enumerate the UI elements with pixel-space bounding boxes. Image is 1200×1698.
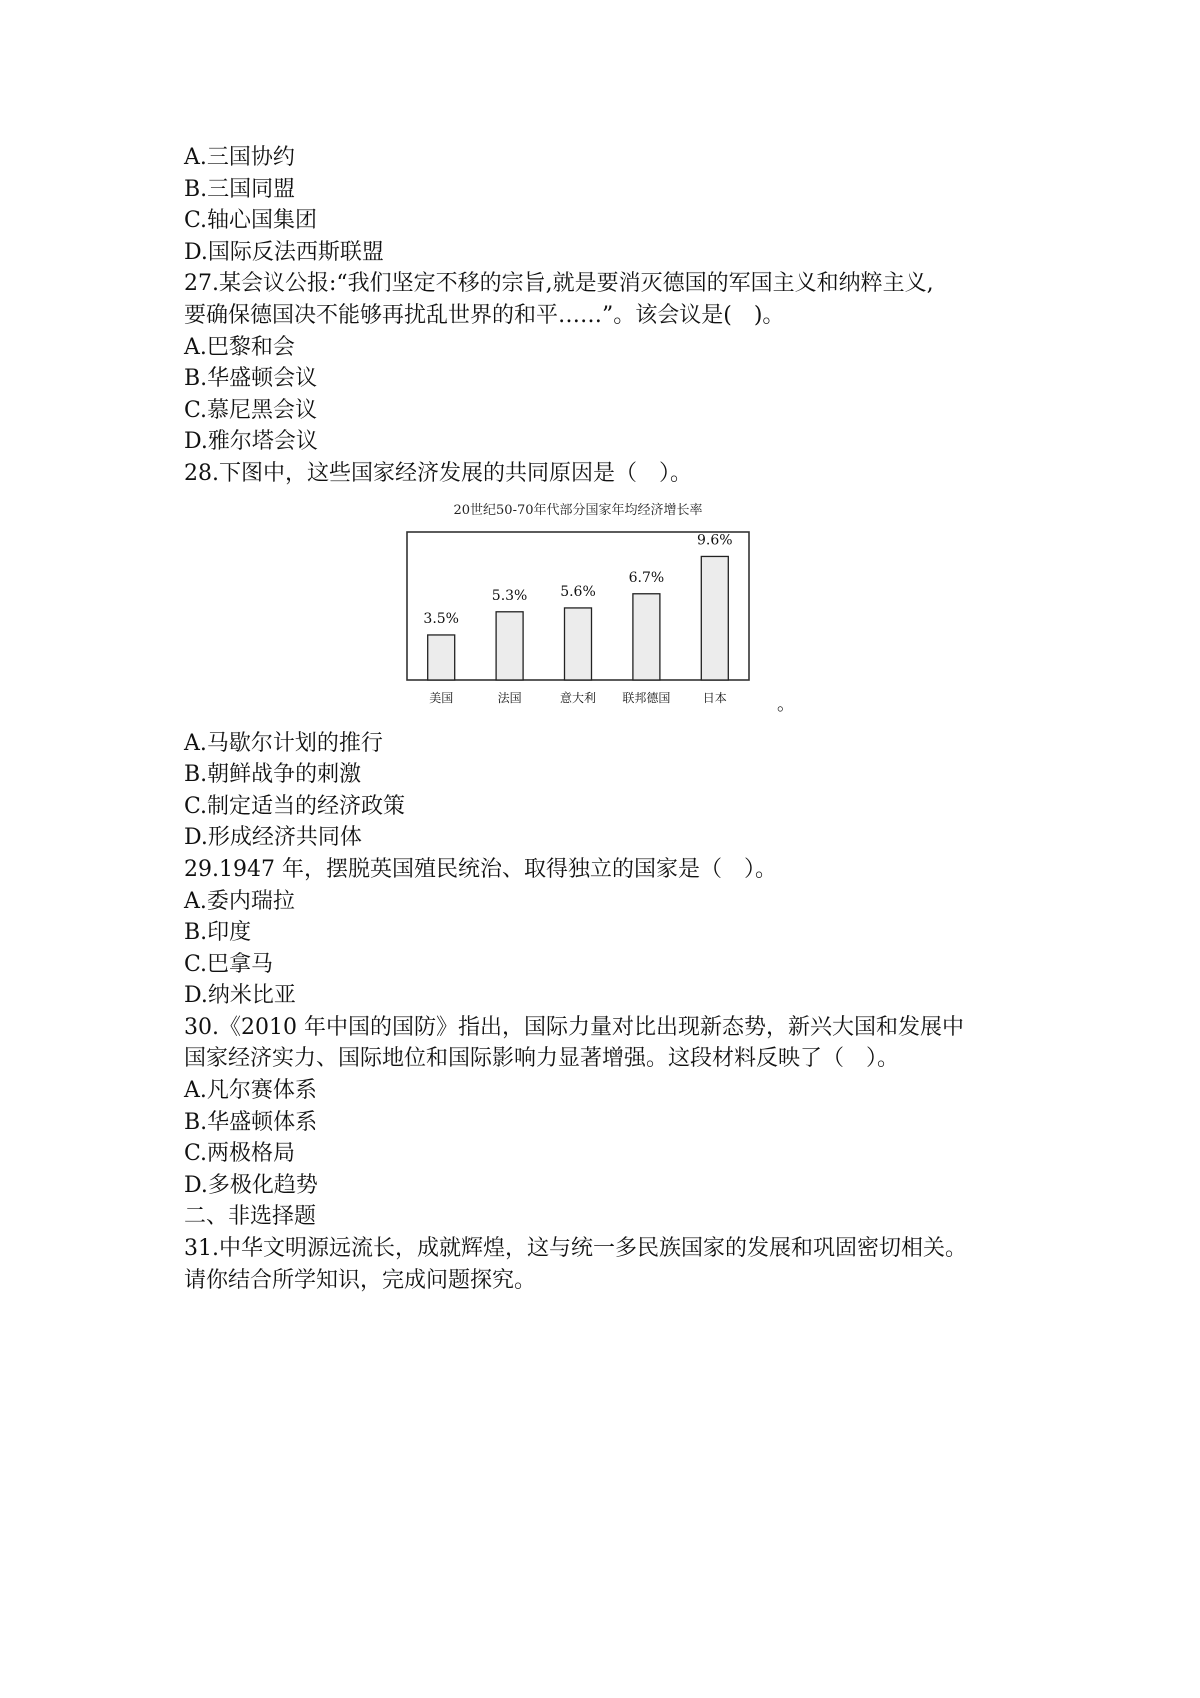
chart-trailing-mark: 。: [777, 693, 795, 715]
growth-chart-svg: [389, 498, 769, 714]
q30-option-c: C.两极格局: [184, 1141, 296, 1167]
bar-value-label-3: 6.7%: [628, 569, 665, 586]
q28-stem: 28.下图中，这些国家经济发展的共同原因是（ ）。: [184, 460, 692, 486]
bar-value-label-4: 9.6%: [697, 531, 733, 548]
q28-option-a: A.马歇尔计划的推行: [184, 730, 383, 756]
q27-stem-line1: 27.某会议公报:“我们坚定不移的宗旨,就是要消灭德国的军国主义和纳粹主义,: [184, 271, 934, 297]
bar-2: [565, 607, 592, 679]
q29-option-d: D.纳米比亚: [184, 983, 296, 1009]
q27-stem-line2: 要确保德国决不能够再扰乱世界的和平……”。该会议是( )。: [184, 302, 785, 328]
section-heading: 二、非选择题: [184, 1204, 317, 1230]
chart-title: 20世纪50-70年代部分国家年均经济增长率: [453, 502, 703, 518]
q27-option-c: C.慕尼黑会议: [184, 397, 318, 423]
q26-option-b: B.三国同盟: [184, 176, 296, 202]
q27-option-d: D.雅尔塔会议: [184, 429, 318, 455]
q31-stem-line2: 请你结合所学知识，完成问题探究。: [184, 1267, 537, 1293]
q29-option-c: C.巴拿马: [184, 951, 274, 977]
q30-option-d: D.多极化趋势: [184, 1172, 318, 1198]
q30-option-a: A.凡尔赛体系: [184, 1078, 317, 1104]
category-label-4: 日本: [702, 690, 727, 705]
category-label-3: 联邦德国: [622, 690, 671, 705]
q29-option-a: A.委内瑞拉: [184, 888, 295, 914]
q28-option-d: D.形成经济共同体: [184, 825, 362, 851]
q29-stem: 29.1947 年，摆脱英国殖民统治、取得独立的国家是（ ）。: [184, 856, 777, 882]
category-label-0: 美国: [429, 690, 454, 705]
q28-option-b: B.朝鲜战争的刺激: [184, 762, 362, 788]
q30-stem-line1: 30.《2010 年中国的国防》指出，国际力量对比出现新态势，新兴大国和发展中: [184, 1014, 964, 1040]
q26-option-a: A.三国协约: [184, 145, 295, 170]
bar-1: [496, 611, 523, 679]
bar-value-label-2: 5.6%: [560, 583, 596, 600]
q26-option-d: D.国际反法西斯联盟: [184, 239, 384, 265]
bar-0: [428, 634, 455, 679]
q30-stem-line2: 国家经济实力、国际地位和国际影响力显著增强。这段材料反映了（ ）。: [184, 1046, 900, 1072]
q27-option-a: A.巴黎和会: [184, 334, 295, 360]
q29-option-b: B.印度: [184, 920, 252, 946]
q26-option-c: C.轴心国集团: [184, 208, 318, 234]
exam-page: [184, 142, 1044, 1296]
q30-option-b: B.华盛顿体系: [184, 1109, 318, 1135]
bar-3: [633, 593, 660, 679]
bar-4: [701, 556, 728, 680]
category-label-1: 法国: [497, 690, 522, 705]
q27-option-b: B.华盛顿会议: [184, 366, 318, 392]
q31-stem-line1: 31.中华文明源远流长，成就辉煌，这与统一多民族国家的发展和巩固密切相关。: [184, 1236, 967, 1262]
q28-option-c: C.制定适当的经济政策: [184, 793, 406, 819]
bar-value-label-0: 3.5%: [423, 610, 459, 627]
category-label-2: 意大利: [559, 690, 597, 705]
growth-chart: [389, 498, 809, 714]
bar-value-label-1: 5.3%: [491, 587, 528, 604]
